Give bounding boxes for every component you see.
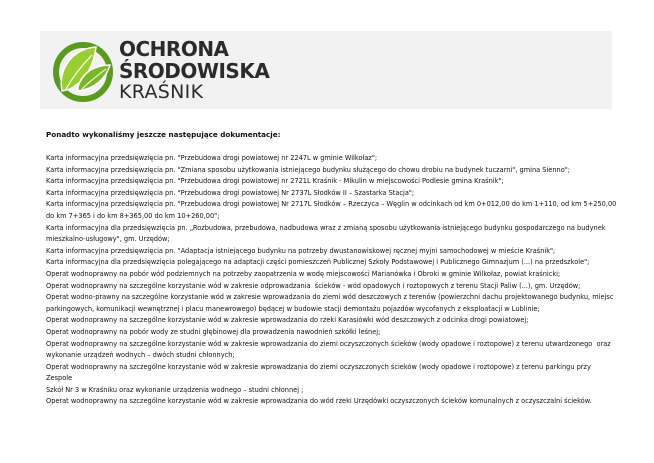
list-item: Karta informacyjna przedsięwzięcia pn. "Przebudowa drogi powiatowej nr 2247L w gminie Wilkołaz";: [46, 154, 378, 162]
logo-wordmark: [119, 39, 269, 102]
list-item: Karta informacyjna przedsięwzięcia pn. "Przebudowa drogi powiatowej Nr 2717L Słodków – Rzeczyca – Węglin w odcinkach od km 0+012,00 do km 1+110, od km 5+250,00 do km 7+365 i do km 8+365,00 do km 10+260,00";: [46, 200, 617, 220]
section-heading: Ponadto wykonaliśmy jeszcze następujące dokumentacje:: [46, 130, 281, 139]
header-banner: [40, 31, 612, 109]
list-item: Operat wodnoprawny na szczególne korzystanie wód w zakresie wprowadzania do ziemi oczyszczonych ścieków (wody opadowe i roztopowe) z terenu parkingu przy Zespole Szkół Nr 3 w Kraśniku oraz wykonanie urządzenia wodnego – studni chłonnej ;: [46, 362, 591, 394]
list-item: Operat wodnoprawny na szczególne korzystanie wód w zakresie wprowadzania do wód rzeki Urzędówki oczyszczonych ścieków komunalnych z oczyszczalni ścieków.: [46, 397, 592, 406]
logo-line-2: ŚRODOWISKA: [119, 59, 270, 83]
list-item: Karta informacyjna przedsięwzięcia pn. "Zmiana sposobu użytkowania istniejącego budynku służącego do chowu drobiu na budynek tuczarni", gmina Sienno";: [46, 165, 570, 174]
list-item: Operat wodnoprawny na szczególne korzystanie wód w zakresie wprowadzania do ziemi oczyszczonych ścieków (wody opadowe i roztopowe) z terenu utwardzonego oraz wykonanie urządzeń wodnych – dwóch studni chłonnych;: [46, 339, 611, 360]
logo-line-3: KRAŚNIK: [119, 81, 204, 103]
documentation-list: [46, 153, 618, 408]
list-item: Operat wodnoprawny na pobór wód podziemnych na potrzeby zaopatrzenia w wodę miejscowości Marianówka i Obroki w gminie Wilkołaz, powiat kraśnicki;: [46, 269, 561, 278]
list-item: Karta informacyjna dla przedsięwzięcia pn. „Rozbudowa, przebudowa, nadbudowa wraz z zmianą sposobu użytkowania istniejącego budynku gospodarczego na budynek mieszkalno-usługowy", gm. Urzędów;: [46, 223, 606, 244]
list-item: Karta informacyjna przedsięwzięcia pn. "Przebudowa drogi powiatowej nr 2721L Kraśnik - Mikulin w miejscowości Podlesie gmina Kraśnik";: [46, 177, 504, 186]
list-item: Operat wodnoprawny na pobór wody ze studni głębinowej dla prowadzenia nawodnień szkółki leśnej;: [46, 327, 381, 336]
logo-line-1: OCHRONA: [119, 37, 229, 61]
list-item: Operat wodnoprawny na szczególne korzystanie wód w zakresie wprowadzania do rzeki Karasiówki wód deszczowych z odcinka drogi powiatowej;: [46, 316, 529, 325]
list-item: Operat wodnoprawny na szczególne korzystanie wód w zakresie odprowadzania ścieków - wód opadowych i roztopowych z terenu Stacji Paliw (...), gm. Urzędów;: [46, 281, 581, 290]
document-body: [46, 130, 618, 408]
list-item: Karta informacyjna przedsięwzięcia pn. "Adaptacja istniejącego budynku na potrzeby dwustanowiskowej ręcznej myjni samochodowej w mieście Kraśnik";: [46, 246, 556, 255]
list-item: Karta informacyjna przedsięwzięcia pn. "Przebudowa drogi powiatowej Nr 2737L Słodków II – Szastarka Stacja";: [46, 188, 415, 197]
list-item: Operat wodno-prawny na szczególne korzystanie wód w zakresie wprowadzania do ziemi wód deszczowych z terenów (powierzchni dachu projektowanego budynku, miejsc parkingowych, komunikacji wewnętrznej i placu manewrowego) będącej w budowie stacji demontażu pojazdów wycofanych z eksploatacji w Lublinie;: [46, 293, 614, 313]
leaf-logo-icon: [48, 35, 118, 105]
list-item: Karta informacyjna dla przedsięwzięcia polegającego na adaptacji części pomieszczeń Publicznej Szkoły Podstawowej i Publicznego Gimnazjum (...) na przedszkole";: [46, 258, 590, 267]
